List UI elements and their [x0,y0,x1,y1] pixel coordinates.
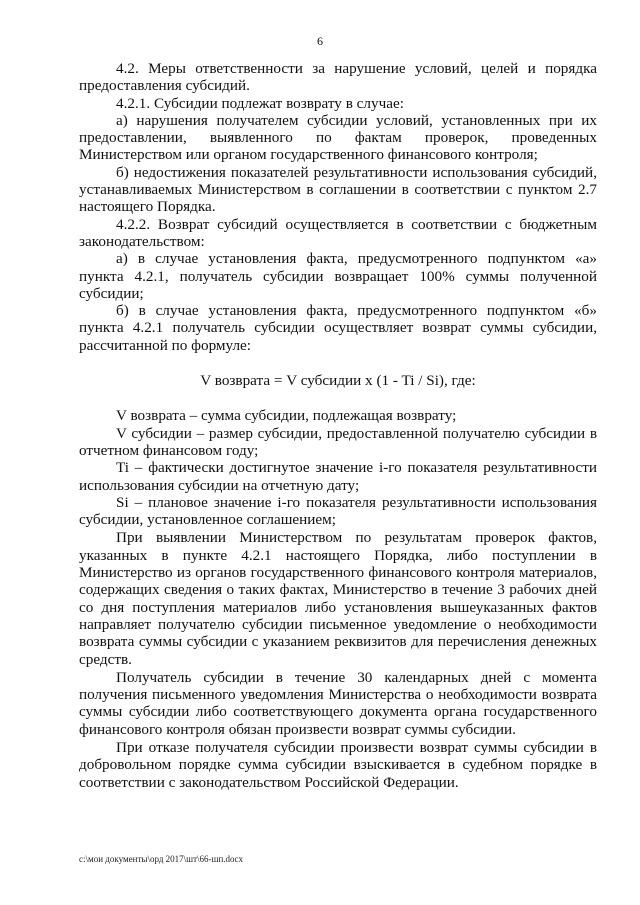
paragraph-4-2-1-b: б) недостижения показателей результативности использования субсидий, устанавливаемых Министерством в соглашении в соответствии с пунктом 2.7 настоящего Порядка. [79,163,597,216]
page-number: 6 [317,34,323,48]
paragraph-4-2-2-b: б) в случае установления факта, предусмотренного подпунктом «б» пункта 4.2.1 получатель субсидии осуществляет возврат суммы субсидии, рассчитанной по формуле: [79,302,597,354]
paragraph-4-2-2-a: а) в случае установления факта, предусмотренного подпунктом «а» пункта 4.2.1, получатель субсидии возвращает 100% суммы полученной субсидии; [79,250,597,302]
paragraph-4-2-1: 4.2.1. Субсидии подлежат возврату в случае: [116,94,404,112]
paragraph-4-2-2: 4.2.2. Возврат субсидий осуществляется в соответствии с бюджетным законодательством: [79,215,597,250]
document-body [79,60,597,791]
paragraph-notification: При выявлении Министерством по результатам проверок фактов, указанных в пункте 4.2.1 настоящего Порядка, либо поступлении в Министерство из органов государственного финансового контроля материалов, содержащих сведения о таких фактах, Министерство в течение 3 рабочих дней со дня поступления материалов либо установления вышеуказанных фактов направляет получателю субсидии письменное уведомление о необходимости возврата суммы субсидии с указанием реквизитов для перечисления денежных средств. [79,529,597,668]
paragraph-court-recovery: При отказе получателя субсидии произвести возврат суммы субсидии в добровольном порядке сумма субсидии взыскивается в судебном порядке в соответствии с законодательством Российской Федерации. [79,738,597,791]
definition-v-refund: V возврата – сумма субсидии, подлежащая возврату; [116,407,457,425]
paragraph-4-2-1-a: а) нарушения получателем субсидии условий, установленных при их предоставлении, выявленного по фактам проверок, проведенных Министерством или органом государственного финансового контроля; [79,111,597,164]
definition-v-subsidy: V субсидии – размер субсидии, предоставленной получателю субсидии в отчетном финансовом году; [79,424,597,459]
definition-si: Si – плановое значение i-го показателя результативности использования субсидии, установленное соглашением; [79,493,597,529]
paragraph-4-2: 4.2. Меры ответственности за нарушение условий, целей и порядка предоставления субсидий. [79,60,597,95]
definition-ti: Ti – фактически достигнутое значение i-го показателя результативности использования субсидии на отчетную дату; [79,459,597,494]
paragraph-refund-deadline: Получатель субсидии в течение 30 календарных дней с момента получения письменного уведомления Министерства о необходимости возврата суммы субсидии либо соответствующего документа органа государственного финансового контроля обязан произвести возврат суммы субсидии. [79,668,597,738]
footer-file-path: c:\мои документы\орд 2017\шт\66-шп.docx [79,854,244,864]
refund-formula: V возврата = V субсидии x (1 - Ti / Si), где: [200,372,476,390]
